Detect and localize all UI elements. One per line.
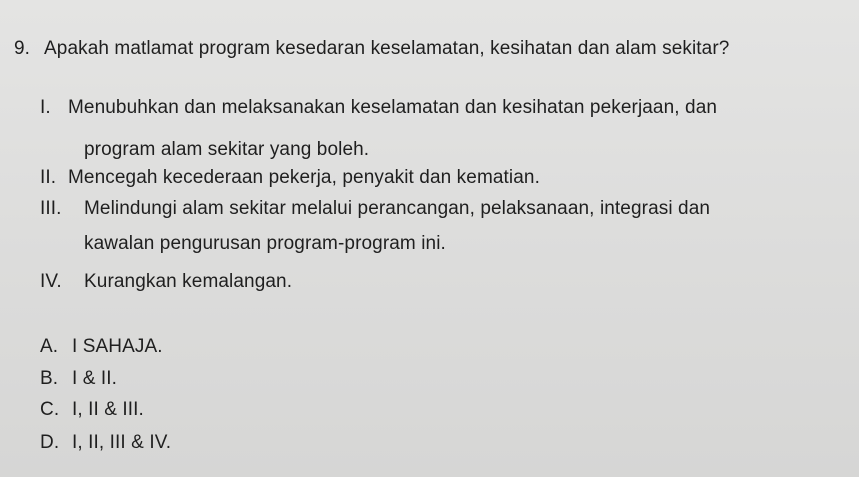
option-b-letter: B. bbox=[40, 368, 59, 389]
statement-1-continuation bbox=[84, 139, 369, 161]
statement-1-line-1: Menubuhkan dan melaksanakan keselamatan dan kesihatan pekerjaan, dan bbox=[68, 97, 718, 118]
option-d[interactable] bbox=[40, 432, 171, 454]
option-d-letter: D. bbox=[40, 432, 60, 453]
statement-2-numeral: II. bbox=[40, 167, 57, 188]
option-c-text: I, II & III. bbox=[72, 399, 144, 420]
option-d-text: I, II, III & IV. bbox=[72, 432, 172, 453]
statement-3-line-2: kawalan pengurusan program-program ini. bbox=[84, 233, 446, 254]
option-b-text: I & II. bbox=[72, 368, 118, 389]
statement-4 bbox=[40, 271, 292, 293]
question-number: 9. bbox=[14, 38, 31, 59]
question-stem bbox=[14, 38, 729, 60]
option-b[interactable] bbox=[40, 368, 117, 390]
option-a-letter: A. bbox=[40, 336, 59, 357]
statement-4-numeral: IV. bbox=[40, 271, 62, 292]
statement-2-line-1: Mencegah kecederaan pekerja, penyakit dan kematian. bbox=[68, 167, 540, 188]
statement-3-numeral: III. bbox=[40, 198, 62, 219]
option-c-letter: C. bbox=[40, 399, 60, 420]
statement-4-line-1: Kurangkan kemalangan. bbox=[84, 271, 293, 292]
option-a[interactable] bbox=[40, 336, 163, 358]
statement-1-numeral: I. bbox=[40, 97, 51, 118]
statement-1 bbox=[40, 97, 717, 119]
option-c[interactable] bbox=[40, 399, 144, 421]
option-a-text: I SAHAJA. bbox=[72, 336, 163, 357]
statement-3-line-1: Melindungi alam sekitar melalui perancangan, pelaksanaan, integrasi dan bbox=[84, 198, 711, 219]
statement-2 bbox=[40, 167, 540, 189]
statement-3-continuation bbox=[84, 233, 446, 255]
statement-3 bbox=[40, 198, 710, 220]
question-text: Apakah matlamat program kesedaran keselamatan, kesihatan dan alam sekitar? bbox=[44, 38, 730, 59]
statement-1-line-2: program alam sekitar yang boleh. bbox=[84, 139, 370, 160]
